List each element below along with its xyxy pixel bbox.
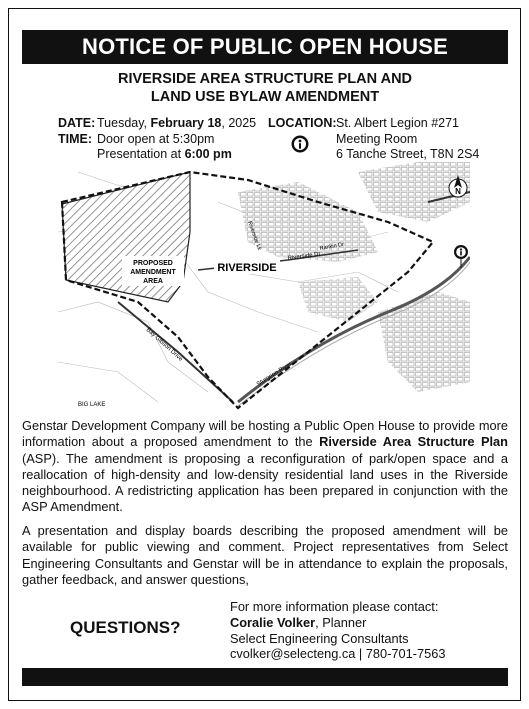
subtitle-line-2: LAND USE BYLAW AMENDMENT (150, 89, 380, 105)
time-line-2 (97, 147, 267, 163)
contact-email-phone[interactable]: cvolker@selecteng.ca | 780-701-7563 (230, 646, 446, 662)
contact-name-line (230, 615, 446, 631)
proposed-label-1: PROPOSED (133, 260, 173, 267)
description-paragraph (22, 418, 508, 516)
location-values (336, 116, 511, 163)
presentation-paragraph: A presentation and display boards describing the proposed amendment will be available for public viewing and comment. Project representatives from Select Engineering Consultants and Genstar will be in attendance to explain the proposals, gather feedback, and answer questions, (22, 523, 508, 587)
contact-company: Select Engineering Consultants (230, 630, 409, 646)
date-bold: February 18 (150, 116, 222, 130)
p1-part-a: Genstar Development Company will be hosting a Public Open House to provide more information about a proposed amendment to the (22, 418, 508, 450)
time-label: TIME: (58, 131, 93, 146)
subtitle-line-1: RIVERSIDE AREA STRUCTURE PLAN AND (117, 71, 413, 87)
questions-heading: QUESTIONS? (70, 618, 181, 637)
riverside-label: RIVERSIDE (217, 262, 277, 274)
sturgeon-river-label: Sturgeon River (255, 361, 294, 388)
location-line-2: Meeting Room (336, 131, 418, 146)
street-a-label: Rankin Dr (319, 241, 345, 252)
location-line-1: St. Albert Legion #271 (336, 116, 460, 130)
contact-name: Coralie Volker (230, 614, 316, 630)
street-b-label: Riverside Lk (246, 220, 263, 252)
date-value (97, 116, 267, 132)
location-line-3: 6 Tanche Street, T8N 2S4 (336, 147, 480, 161)
big-lake-label: BIG LAKE (78, 402, 106, 408)
location-pin-icon (290, 134, 310, 154)
svg-text:N: N (455, 187, 461, 196)
p1-part-c: (ASP). The amendment is proposing a reconfiguration of park/open space and a reallocation of high-density and low-density residential land uses in the Riverside neighbourhood. A redistricting application has been prepared in conjunction with the ASP Amendment. (22, 450, 508, 515)
site-map (58, 162, 470, 410)
bay-gibson-label: Bay Gibson Drive (144, 327, 184, 363)
proposed-label-2: AMENDMENT (130, 269, 176, 276)
asp-name: Riverside Area Structure Plan (319, 434, 508, 450)
event-values (97, 116, 267, 163)
date-suffix: , 2025 (221, 116, 257, 130)
riverside-dr-label: Riverside Dr (287, 251, 321, 262)
notice-title: NOTICE OF PUBLIC OPEN HOUSE (22, 30, 508, 64)
location-label-block (268, 116, 337, 132)
time-line-1: Door open at 5:30pm (97, 131, 215, 146)
time-bold: 6:00 pm (184, 147, 232, 161)
contact-role: , Planner (315, 614, 367, 630)
footer-bar (22, 668, 508, 686)
date-label: DATE: (58, 116, 96, 130)
notice-subtitle (22, 70, 508, 106)
contact-intro: For more information please contact: (230, 599, 439, 614)
proposed-label-3: AREA (143, 278, 163, 285)
time-prefix: Presentation at (97, 147, 185, 161)
date-prefix: Tuesday, (97, 116, 151, 130)
contact-block (230, 599, 446, 662)
location-label: LOCATION: (268, 116, 337, 130)
event-labels (58, 116, 96, 147)
